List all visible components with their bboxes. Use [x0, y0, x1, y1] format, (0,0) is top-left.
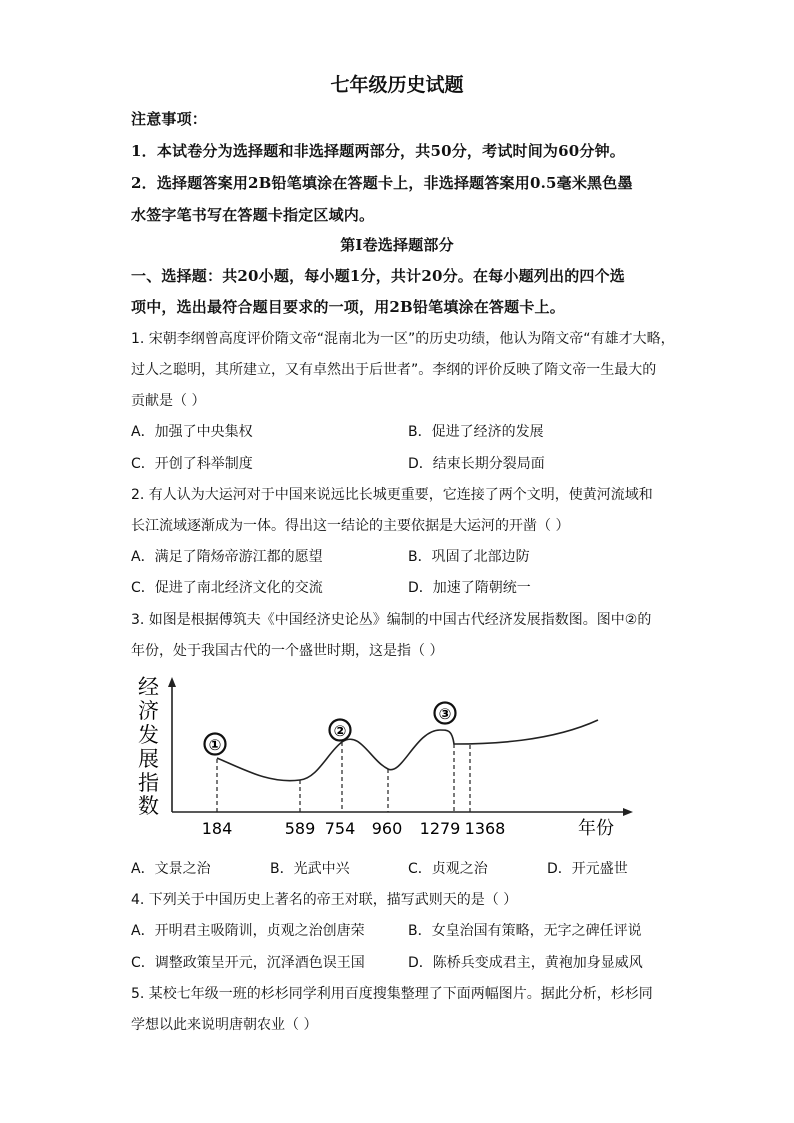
q4-option-c: C．调整政策呈开元，沉泽酒色误王国 [131, 955, 365, 971]
q3-option-a: A．文景之治 [131, 861, 211, 877]
q3-option-c: C．贞观之治 [408, 861, 488, 877]
q4-option-b: B．女皇治国有策略，无字之碑任评说 [408, 923, 642, 939]
q4-option-a: A．开明君主吸隋训，贞观之治创唐荣 [131, 923, 365, 939]
x-tick-labels [202, 819, 506, 838]
q2-option-a: A．满足了隋炀帝游江都的愿望 [131, 549, 323, 565]
y-label-char: 经 [138, 675, 159, 699]
section-instruction-2: 项中，选出最符合题目要求的一项，用2B铅笔填涂在答题卡上。 [131, 298, 565, 316]
q1-option-d: D．结束长期分裂局面 [408, 456, 545, 472]
x-tick-label: 184 [201, 819, 233, 838]
notice-item-1: 1．本试卷分为选择题和非选择题两部分，共50分，考试时间为60分钟。 [131, 142, 625, 160]
dashed-guides [217, 742, 470, 812]
y-label-char: 数 [138, 794, 159, 818]
x-tick-label: 589 [284, 819, 316, 838]
y-axis-arrow [168, 677, 176, 687]
marker-3 [435, 703, 456, 724]
q1-stem-line-1: 1. 宋朝李纲曾高度评价隋文帝“混南北为一区”的历史功绩，他认为隋文帝“有雄才大略， [131, 331, 675, 347]
q2-option-c: C．促进了南北经济文化的交流 [131, 580, 323, 596]
y-label-char: 济 [138, 699, 159, 723]
y-label-char: 展 [138, 747, 159, 771]
q1-stem-line-2: 过人之聪明，其所建立，又有卓然出于后世者”。李纲的评价反映了隋文帝一生最大的 [131, 362, 657, 378]
x-axis-label: 年份 [578, 818, 614, 839]
marker-label: ② [333, 722, 347, 740]
x-tick-label: 1368 [464, 819, 506, 838]
marker-2 [330, 720, 351, 741]
marker-label: ③ [438, 705, 452, 723]
section-instruction-1: 一、选择题：共20小题，每小题1分，共计20分。在每小题列出的四个选 [131, 267, 625, 285]
notice-item-3: 水签字笔书写在答题卡指定区域内。 [131, 206, 375, 224]
y-label-char: 发 [138, 723, 159, 747]
y-axis-label [138, 675, 159, 818]
q2-option-d: D．加速了隋朝统一 [408, 580, 531, 596]
economic-index-curve [217, 720, 598, 781]
q1-stem-line-3: 贡献是（ ） [131, 393, 206, 409]
x-tick-label: 754 [324, 819, 356, 838]
marker-1 [205, 734, 226, 755]
q2-option-b: B．巩固了北部边防 [408, 549, 530, 565]
q4-stem-line-1: 4. 下列关于中国历史上著名的帝王对联，描写武则天的是（ ） [131, 892, 518, 908]
page-title: 七年级历史试题 [330, 74, 464, 96]
q3-stem-line-2: 年份，处于我国古代的一个盛世时期，这是指（ ） [131, 643, 444, 659]
q1-option-b: B．促进了经济的发展 [408, 424, 544, 440]
q2-stem-line-2: 长江流域逐渐成为一体。得出这一结论的主要依据是大运河的开凿（ ） [131, 518, 570, 534]
notice-item-2: 2．选择题答案用2B铅笔填涂在答题卡上，非选择题答案用0.5毫米黑色墨 [131, 174, 633, 192]
q4-option-d: D．陈桥兵变成君主，黄袍加身显威风 [408, 955, 643, 971]
y-label-char: 指 [138, 771, 159, 795]
economic-index-chart [130, 672, 650, 847]
section-title: 第Ⅰ卷选择题部分 [340, 236, 454, 254]
notice-heading: 注意事项： [131, 110, 208, 128]
q3-option-d: D．开元盛世 [547, 861, 628, 877]
marker-label: ① [208, 736, 222, 754]
q3-option-b: B．光武中兴 [270, 861, 350, 877]
x-axis-arrow [623, 808, 633, 816]
q5-stem-line-1: 5. 某校七年级一班的杉杉同学利用百度搜集整理了下面两幅图片。据此分析，杉杉同 [131, 986, 653, 1002]
q1-option-c: C．开创了科举制度 [131, 456, 253, 472]
q5-stem-line-2: 学想以此来说明唐朝农业（ ） [131, 1017, 318, 1033]
x-tick-label: 1279 [419, 819, 461, 838]
q2-stem-line-1: 2. 有人认为大运河对于中国来说远比长城更重要，它连接了两个文明，使黄河流域和 [131, 487, 653, 503]
q3-stem-line-1: 3. 如图是根据傅筑夫《中国经济史论丛》编制的中国古代经济发展指数图。图中②的 [131, 612, 652, 628]
q1-option-a: A．加强了中央集权 [131, 424, 253, 440]
x-tick-label: 960 [371, 819, 403, 838]
